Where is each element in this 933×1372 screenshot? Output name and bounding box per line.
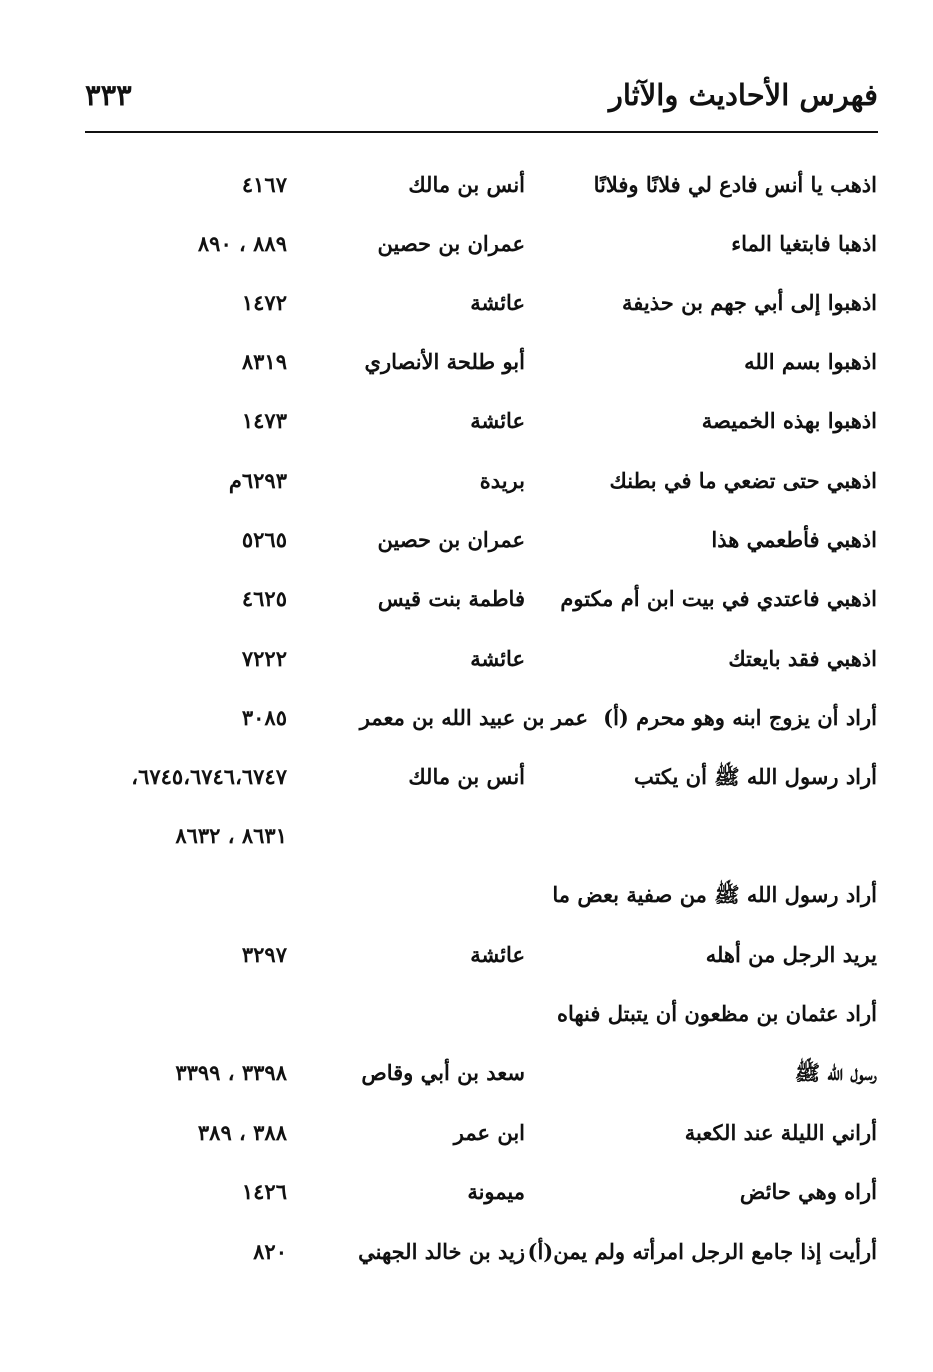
- index-entry: [0, 644, 933, 684]
- index-entry: [0, 347, 933, 387]
- narrator-name: عمران بن حصين: [377, 527, 525, 552]
- hadith-number: ٣٣٩٨ ، ٣٣٩٩: [175, 1060, 287, 1085]
- hadith-text: أراد رسول الله ﷺ من صفية بعض ما: [552, 882, 877, 907]
- index-entry: [0, 1237, 933, 1277]
- hadith-number: ٨٣١٩: [241, 349, 287, 374]
- index-entry: [0, 880, 933, 920]
- narrator-name: أنس بن مالك: [408, 764, 525, 789]
- hadith-number: ٨٦٣١ ، ٨٦٣٢: [175, 823, 287, 848]
- index-entry: [0, 288, 933, 328]
- page-number: ٣٣٣: [85, 78, 132, 112]
- hadith-text: اذهبي فاعتدي في بيت ابن أم مكتوم: [560, 586, 877, 611]
- hadith-number: ٨٨٩ ، ٨٩٠: [197, 231, 287, 256]
- narrator-name: عمران بن حصين: [377, 231, 525, 256]
- index-entry: [0, 406, 933, 446]
- index-entry: [0, 1118, 933, 1158]
- narrator-name: عائشة: [470, 290, 525, 315]
- narrator-name: فاطمة بنت قيس: [377, 586, 525, 611]
- hadith-number: ٥٢٦٥: [241, 527, 287, 552]
- hadith-text: أرأيت إذا جامع الرجل امرأته ولم يمن(أ): [527, 1239, 877, 1264]
- hadith-text: اذهبي فقد بايعتك: [728, 646, 877, 671]
- hadith-text: اذهبوا بهذه الخميصة: [701, 408, 877, 433]
- narrator-name: أبو طلحة الأنصاري: [364, 349, 525, 374]
- hadith-number: ٣٨٨ ، ٣٨٩: [197, 1120, 287, 1145]
- hadith-number: ٨٢٠: [253, 1239, 287, 1264]
- hadith-text: أراد عثمان بن مظعون أن يتبتل فنهاه: [556, 1001, 877, 1026]
- index-entry: [0, 584, 933, 624]
- hadith-text: اذهبوا إلى أبي جهم بن حذيفة: [622, 290, 877, 315]
- hadith-text: اذهبي فأطعمي هذا: [711, 527, 877, 552]
- hadith-number: ٣٢٩٧: [241, 942, 287, 967]
- narrator-name: عائشة: [470, 408, 525, 433]
- index-entry: [0, 525, 933, 565]
- hadith-text: أراه وهي حائض: [739, 1179, 877, 1204]
- hadith-text: أراد رسول الله ﷺ أن يكتب: [633, 764, 877, 789]
- index-entry: [0, 229, 933, 269]
- narrator-name: سعد بن أبي وقاص: [361, 1060, 525, 1085]
- narrator-name: زيد بن خالد الجهني: [358, 1239, 525, 1264]
- hadith-text: أراني الليلة عند الكعبة: [684, 1120, 877, 1145]
- hadith-number: ٤١٦٧: [241, 172, 287, 197]
- index-entry: [0, 1058, 933, 1098]
- hadith-text: يريد الرجل من أهله: [705, 942, 877, 967]
- hadith-number: ١٤٧٣: [241, 408, 287, 433]
- index-entry: [0, 762, 933, 802]
- index-entry: [0, 170, 933, 210]
- index-entry: [0, 466, 933, 506]
- narrator-name: بريدة: [479, 468, 525, 493]
- narrator-name: عائشة: [470, 646, 525, 671]
- hadith-text: رسول الله ﷺ: [794, 1060, 877, 1085]
- hadith-text: اذهب يا أنس فادع لي فلانًا وفلانًا: [593, 172, 877, 197]
- page-title: فهرس الأحاديث والآثار: [608, 78, 878, 112]
- hadith-number: ٦٧٤٥،٦٧٤٦،٦٧٤٧،: [131, 764, 287, 789]
- hadith-number: ٣٠٨٥: [241, 705, 287, 730]
- hadith-text: أراد أن يزوج ابنه وهو محرم (أ): [603, 705, 877, 730]
- hadith-text: اذهبي حتى تضعي ما في بطنك: [609, 468, 877, 493]
- hadith-number: ٧٢٢٢: [241, 646, 287, 671]
- index-entry: [0, 703, 933, 743]
- index-entry: [0, 940, 933, 980]
- index-entry: [0, 1177, 933, 1217]
- narrator-name: ابن عمر: [453, 1120, 525, 1145]
- header-rule: [85, 131, 878, 133]
- narrator-name: عائشة: [470, 942, 525, 967]
- narrator-name: ميمونة: [467, 1179, 525, 1204]
- page-header: [0, 0, 933, 140]
- narrator-name: عمر بن عبيد الله بن معمر: [359, 705, 588, 730]
- narrator-name: أنس بن مالك: [408, 172, 525, 197]
- hadith-number: ٤٦٢٥: [241, 586, 287, 611]
- hadith-number: ١٤٢٦: [241, 1179, 287, 1204]
- hadith-number: ٦٢٩٣م: [228, 468, 287, 493]
- index-entry: [0, 999, 933, 1039]
- index-entry: [0, 821, 933, 861]
- hadith-text: اذهبا فابتغيا الماء: [731, 231, 877, 256]
- hadith-number: ١٤٧٢: [241, 290, 287, 315]
- hadith-text: اذهبوا بسم الله: [744, 349, 877, 374]
